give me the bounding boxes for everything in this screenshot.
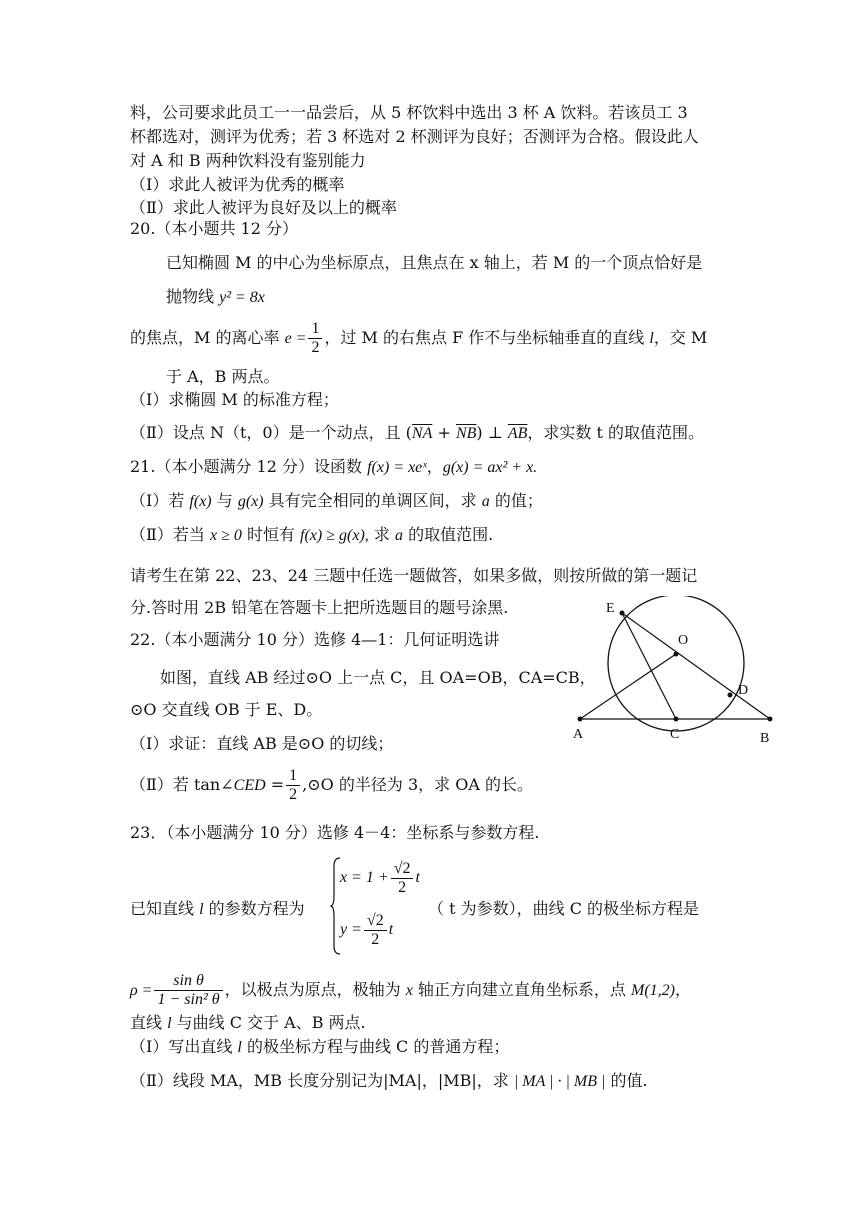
row-1-t: t	[415, 869, 420, 887]
point-c	[674, 717, 679, 722]
fraction-numerator: 1	[308, 320, 322, 339]
polar-denominator: 1 − sin² θ	[157, 991, 220, 1008]
point-a	[578, 717, 583, 722]
q23-line-2	[130, 970, 691, 1011]
q23-line-1-left	[130, 898, 305, 921]
tan-fraction	[286, 767, 300, 804]
row-2-den: 2	[371, 931, 380, 948]
instruction-line-1: 请考生在第 22、23、24 三题中任选一题做答，如果多做，则按所做的第一题记	[130, 566, 698, 585]
polar-fraction	[154, 972, 222, 1009]
circle-o	[608, 596, 744, 731]
q23-line-3-b: 与曲线 C 交于 A、B 两点.	[171, 1013, 366, 1032]
q23-part-2	[130, 1070, 648, 1093]
q22-line-2: ⊙O 交直线 OB 于 E、D。	[130, 700, 323, 719]
q21-part-1	[130, 490, 543, 513]
q20-line-3-c: ，交 M	[653, 328, 708, 347]
label-a: A	[573, 727, 584, 742]
polar-numerator: sin θ	[154, 972, 222, 991]
f-definition: f(x) = xeˣ	[367, 459, 427, 476]
plus-sign: +	[432, 423, 456, 442]
row-2-lhs: y =	[340, 921, 362, 939]
row-1-num: √2	[391, 860, 414, 879]
q21-part-1-b: 与	[211, 491, 238, 510]
q21-part-2-b: 时恒有	[241, 525, 301, 544]
segment-ao	[580, 654, 676, 719]
q21-part-2-c: 求	[368, 525, 395, 544]
eccentricity-fraction	[308, 320, 322, 357]
parabola-equation: y² = 8x	[219, 289, 265, 306]
q23-line-2-c: ，	[674, 980, 691, 999]
q20-part-2-b: ，求实数 t 的取值范围。	[527, 423, 705, 442]
q21-part-2-a: （Ⅱ）若当	[130, 525, 210, 544]
row-2-fraction	[364, 912, 387, 949]
q23-part-2-b: 的值.	[605, 1071, 648, 1090]
q23-part-1-b: 的极坐标方程与曲线 C 的普通方程；	[241, 1037, 510, 1056]
q20-line-3	[130, 320, 707, 357]
vector-nb: $\overline{NB}$	[455, 425, 477, 442]
q23-line-3-l: l	[167, 1015, 172, 1032]
perp-sign: ) ⊥	[476, 423, 508, 442]
point-d	[728, 693, 733, 698]
q23-line-2-a: ，以极点为原点，极轴为	[224, 980, 406, 999]
q19-line-1: 料，公司要求此员工一一品尝后，从 5 杯饮料中选出 3 杯 A 饮料。若该员工 3	[130, 103, 688, 122]
q22-part-2-b: ,⊙O 的半径为 3，求 OA 的长。	[302, 775, 533, 794]
line-l-symbol: l	[649, 330, 654, 347]
label-b: B	[760, 731, 770, 746]
q22-header: 22.（本小题满分 10 分）选修 4—1：几何证明选讲	[130, 630, 500, 649]
q19-part-1: （Ⅰ）求此人被评为优秀的概率	[130, 175, 345, 194]
q20-line-4: 于 A，B 两点。	[166, 367, 280, 386]
q21-part-1-a: （Ⅰ）若	[130, 491, 190, 510]
q21-header	[130, 456, 537, 479]
rho-symbol: ρ =	[130, 982, 153, 999]
q23-part-1-a: （Ⅰ）写出直线	[130, 1037, 238, 1056]
point-e	[620, 611, 625, 616]
tan-denominator: 2	[289, 786, 298, 803]
row-1-den: 2	[398, 879, 407, 896]
q19-part-2: （Ⅱ）求此人被评为良好及以上的概率	[130, 198, 397, 217]
product-expression: | MA | · | MB |	[513, 1073, 606, 1090]
q21-comma: ，	[426, 457, 443, 476]
label-d: D	[738, 683, 749, 698]
x-condition: x ≥ 0	[209, 527, 242, 544]
q23-line-1-b: 的参数方程为	[203, 899, 305, 918]
point-o	[674, 652, 679, 657]
f-of-x: f(x)	[189, 493, 212, 510]
segment-eb	[622, 613, 770, 719]
q21-part-1-c: 具有完全相同的单调区间，求	[263, 491, 482, 510]
q19-line-2: 杯都选对，测评为优秀；若 3 杯选对 2 杯测评为良好；否测评为合格。假设此人	[130, 127, 699, 146]
q21-part-2	[130, 524, 493, 547]
x-axis-symbol: x	[405, 982, 413, 999]
system-row-1	[340, 860, 420, 897]
vector-ab: $\overline{AB}$	[507, 425, 528, 442]
segment-ec	[622, 613, 676, 719]
q20-line-3-b: ，过 M 的右焦点 F 作不与坐标轴垂直的直线	[324, 328, 650, 347]
system-row-2	[340, 912, 393, 949]
q21-part-1-d: 的值；	[489, 491, 543, 510]
fraction-denominator: 2	[311, 339, 320, 356]
tan-numerator: 1	[286, 767, 300, 786]
q23-part-2-a: （Ⅱ）线段 MA，MB 长度分别记为|MA|，|MB|，求	[130, 1071, 514, 1090]
q22-line-1: 如图，直线 AB 经过⊙O 上一点 C，且 OA=OB，CA=CB，	[160, 668, 596, 687]
q20-header: 20.（本小题共 12 分）	[130, 219, 298, 238]
g-definition: g(x) = ax² + x.	[442, 459, 538, 476]
q21-header-text: 21.（本小题满分 12 分）设函数	[130, 457, 368, 476]
fg-inequality: f(x) ≥ g(x),	[300, 527, 369, 544]
row-1-lhs: x = 1 +	[340, 869, 389, 887]
q22-part-2-a: （Ⅱ）若 tan∠	[130, 775, 234, 794]
parametric-system	[330, 856, 430, 956]
q22-part-2	[130, 767, 533, 804]
q23-l-symbol: l	[199, 901, 204, 918]
instruction-line-2: 分.答时用 2B 铅笔在答题卡上把所选题目的题号涂黑.	[130, 598, 509, 617]
row-2-t: t	[388, 921, 394, 939]
row-1-fraction	[391, 860, 414, 897]
vector-na: $\overline{NA}$	[411, 425, 433, 442]
q20-line-2-prefix: 抛物线	[166, 287, 220, 306]
q20-part-1: （Ⅰ）求椭圆 M 的标准方程；	[130, 390, 339, 409]
q20-line-3-a: 的焦点，M 的离心率	[130, 328, 285, 347]
label-c: C	[670, 727, 680, 742]
q23-part-1	[130, 1036, 509, 1059]
label-o: O	[678, 633, 689, 648]
var-a-2: a	[394, 527, 403, 544]
q23-line-3-a: 直线	[130, 1013, 168, 1032]
q22-equals: =	[265, 775, 285, 794]
label-e: E	[606, 601, 615, 616]
q22-part-1: （Ⅰ）求证：直线 AB 是⊙O 的切线；	[130, 734, 394, 753]
geometry-figure	[570, 596, 780, 746]
q23-line-2-b: 轴正方向建立直角坐标系，点	[412, 980, 631, 999]
q19-line-3: 对 A 和 B 两种饮料没有鉴别能力	[130, 151, 366, 170]
q21-part-2-d: 的取值范围.	[402, 525, 494, 544]
point-b	[768, 717, 773, 722]
eccentricity-symbol: e =	[284, 330, 307, 347]
q20-line-2	[166, 286, 265, 309]
var-a: a	[481, 493, 490, 510]
angle-ced: CED	[233, 777, 266, 794]
q23-line-3	[130, 1012, 366, 1035]
row-2-num: √2	[364, 912, 387, 931]
q20-line-1: 已知椭圆 M 的中心为坐标原点，且焦点在 x 轴上，若 M 的一个顶点恰好是	[166, 253, 703, 272]
g-of-x: g(x)	[237, 493, 264, 510]
q20-part-2	[130, 422, 704, 445]
point-m: M(1,2)	[631, 982, 675, 999]
q23-line-1-a: 已知直线	[130, 899, 200, 918]
q23-header: 23．（本小题满分 10 分）选修 4－4：坐标系与参数方程.	[130, 823, 540, 842]
q20-part-2-a: （Ⅱ）设点 N（t，0）是一个动点，且 (	[130, 423, 412, 442]
q23-line-1-right: （ t 为参数），曲线 C 的极坐标方程是	[428, 899, 700, 918]
q23-part-1-l: l	[237, 1039, 242, 1056]
